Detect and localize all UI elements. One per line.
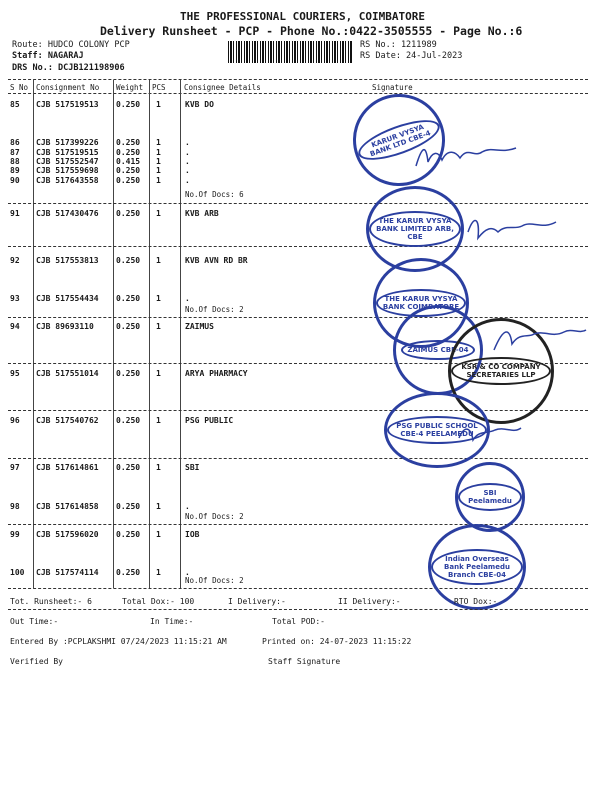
col-signature: Signature — [372, 83, 413, 92]
row-consignment: CJB 517399226 — [36, 138, 99, 147]
staff-label: Staff: NAGARAJ — [12, 51, 84, 61]
column-line — [149, 80, 150, 588]
runsheet-subtitle: Delivery Runsheet - PCP - Phone No.:0422-3505555 - Page No.:6 — [100, 24, 523, 38]
row-weight: 0.250 — [116, 463, 141, 472]
row-sno: 95 — [10, 369, 20, 378]
row-weight: 0.250 — [116, 322, 141, 331]
rto-dox: RTO Dox:- — [454, 597, 498, 606]
row-sno: 88 — [10, 157, 20, 166]
divider — [8, 203, 588, 204]
row-sno: 99 — [10, 530, 20, 539]
i-delivery: I Delivery:- — [228, 597, 286, 606]
column-line — [180, 80, 181, 588]
row-pcs: 1 — [156, 100, 161, 109]
divider — [8, 609, 588, 610]
row-consignment: CJB 517596020 — [36, 530, 99, 539]
row-sno: 89 — [10, 166, 20, 175]
row-sno: 86 — [10, 138, 20, 147]
row-pcs: 1 — [156, 502, 161, 511]
staff-signature: Staff Signature — [268, 657, 341, 666]
row-consignment: CJB 517643558 — [36, 176, 99, 185]
row-consignee: KVB ARB — [185, 209, 219, 218]
row-weight: 0.250 — [116, 166, 141, 175]
row-weight: 0.250 — [116, 148, 141, 157]
row-weight: 0.250 — [116, 502, 141, 511]
row-weight: 0.250 — [116, 416, 141, 425]
rs-date: RS Date: 24-Jul-2023 — [360, 51, 463, 61]
tot-runsheet: Tot. Runsheet:- 6 — [10, 597, 92, 606]
row-pcs: 1 — [156, 322, 161, 331]
row-consignee: . — [185, 157, 190, 166]
divider — [8, 93, 588, 94]
row-weight: 0.250 — [116, 100, 141, 109]
row-consignment: CJB 517519513 — [36, 100, 99, 109]
company-stamp: KSR & CO COMPANY SECRETARIES LLP — [448, 318, 554, 424]
signature-mark — [462, 208, 562, 244]
row-weight: 0.415 — [116, 157, 141, 166]
entered-by: Entered By :PCPLAKSHMI 07/24/2023 11:15:21 AM — [10, 637, 227, 646]
row-consignment: CJB 517614861 — [36, 463, 99, 472]
row-consignee: SBI — [185, 463, 200, 472]
bank-stamp: KARUR VYSYA BANK LTD CBE-4 — [340, 81, 458, 199]
row-sno: 91 — [10, 209, 20, 218]
row-weight: 0.250 — [116, 138, 141, 147]
bank-stamp: THE KARUR VYSYA BANK LIMITED ARB, CBE — [366, 186, 464, 272]
col-consignment: Consignment No — [36, 83, 100, 92]
row-consignment: CJB 517551014 — [36, 369, 99, 378]
row-sno: 90 — [10, 176, 20, 185]
row-pcs: 1 — [156, 166, 161, 175]
row-consignee: . — [185, 166, 190, 175]
ii-delivery: II Delivery:- — [338, 597, 401, 606]
docs-count: No.Of Docs: 2 — [185, 305, 244, 314]
row-sno: 92 — [10, 256, 20, 265]
row-sno: 98 — [10, 502, 20, 511]
row-consignment: CJB 517430476 — [36, 209, 99, 218]
row-consignee: . — [185, 176, 190, 185]
row-sno: 93 — [10, 294, 20, 303]
company-stamp: ZAIMUS CBE-04 — [393, 305, 483, 395]
row-consignee: . — [185, 568, 190, 577]
row-weight: 0.250 — [116, 294, 141, 303]
docs-count: No.Of Docs: 2 — [185, 512, 244, 521]
row-sno: 100 — [10, 568, 25, 577]
row-pcs: 1 — [156, 148, 161, 157]
row-consignee: . — [185, 148, 190, 157]
row-weight: 0.250 — [116, 176, 141, 185]
row-pcs: 1 — [156, 138, 161, 147]
school-stamp: PSG PUBLIC SCHOOL CBE-4 PEELAMEDU — [384, 392, 490, 468]
row-pcs: 1 — [156, 369, 161, 378]
docs-count: No.Of Docs: 2 — [185, 576, 244, 585]
row-consignee: . — [185, 294, 190, 303]
row-weight: 0.250 — [116, 530, 141, 539]
row-consignment: CJB 517540762 — [36, 416, 99, 425]
row-consignee: . — [185, 502, 190, 511]
col-pcs: PCS — [152, 83, 166, 92]
row-pcs: 1 — [156, 463, 161, 472]
row-sno: 94 — [10, 322, 20, 331]
row-consignee: IOB — [185, 530, 200, 539]
drs-number: DRS No.: DCJB121198906 — [12, 63, 125, 73]
rs-number: RS No.: 1211989 — [360, 40, 437, 50]
column-line — [33, 80, 34, 588]
row-consignee: PSG PUBLIC — [185, 416, 234, 425]
out-time: Out Time:- — [10, 617, 59, 626]
divider — [8, 79, 588, 80]
row-sno: 87 — [10, 148, 20, 157]
row-consignment: CJB 517574114 — [36, 568, 99, 577]
row-consignment: CJB 517614858 — [36, 502, 99, 511]
row-consignee: ARYA PHARMACY — [185, 369, 248, 378]
bank-stamp: THE KARUR VYSYA BANK COIMBATORE — [373, 258, 469, 348]
courier-title: THE PROFESSIONAL COURIERS, COIMBATORE — [180, 10, 426, 23]
bank-stamp: Indian Overseas Bank Peelamedu Branch CBE-04 — [428, 524, 526, 610]
row-consignment: CJB 517519515 — [36, 148, 99, 157]
route-label: Route: HUDCO COLONY PCP — [12, 40, 130, 50]
row-consignee: . — [185, 138, 190, 147]
row-weight: 0.250 — [116, 369, 141, 378]
barcode-image — [228, 41, 352, 63]
row-consignment: CJB 89693110 — [36, 322, 94, 331]
signature-mark — [412, 138, 522, 174]
row-consignee: ZAIMUS — [185, 322, 214, 331]
row-consignment: CJB 517559698 — [36, 166, 99, 175]
row-pcs: 1 — [156, 209, 161, 218]
row-sno: 97 — [10, 463, 20, 472]
row-pcs: 1 — [156, 256, 161, 265]
row-pcs: 1 — [156, 568, 161, 577]
total-pod: Total POD:- — [272, 617, 325, 626]
row-consignee: KVB DO — [185, 100, 214, 109]
col-weight: Weight — [116, 83, 144, 92]
bank-stamp: SBI Peelamedu — [455, 462, 525, 532]
divider — [8, 246, 588, 247]
row-weight: 0.250 — [116, 209, 141, 218]
divider — [8, 458, 588, 459]
row-consignment: CJB 517553813 — [36, 256, 99, 265]
row-pcs: 1 — [156, 416, 161, 425]
col-consignee: Consignee Details — [184, 83, 261, 92]
column-line — [113, 80, 114, 588]
row-weight: 0.250 — [116, 568, 141, 577]
signature-mark — [455, 420, 525, 446]
row-pcs: 1 — [156, 157, 161, 166]
row-consignee: KVB AVN RD BR — [185, 256, 248, 265]
verified-by: Verified By — [10, 657, 63, 666]
total-dox: Total Dox:- 100 — [122, 597, 195, 606]
row-pcs: 1 — [156, 176, 161, 185]
row-consignment: CJB 517552547 — [36, 157, 99, 166]
row-sno: 96 — [10, 416, 20, 425]
signature-mark — [490, 320, 590, 356]
printed-on: Printed on: 24-07-2023 11:15:22 — [262, 637, 412, 646]
row-sno: 85 — [10, 100, 20, 109]
row-pcs: 1 — [156, 294, 161, 303]
docs-count: No.Of Docs: 6 — [185, 190, 244, 199]
in-time: In Time:- — [150, 617, 194, 626]
row-pcs: 1 — [156, 530, 161, 539]
col-sno: S No — [10, 83, 29, 92]
row-weight: 0.250 — [116, 256, 141, 265]
row-consignment: CJB 517554434 — [36, 294, 99, 303]
